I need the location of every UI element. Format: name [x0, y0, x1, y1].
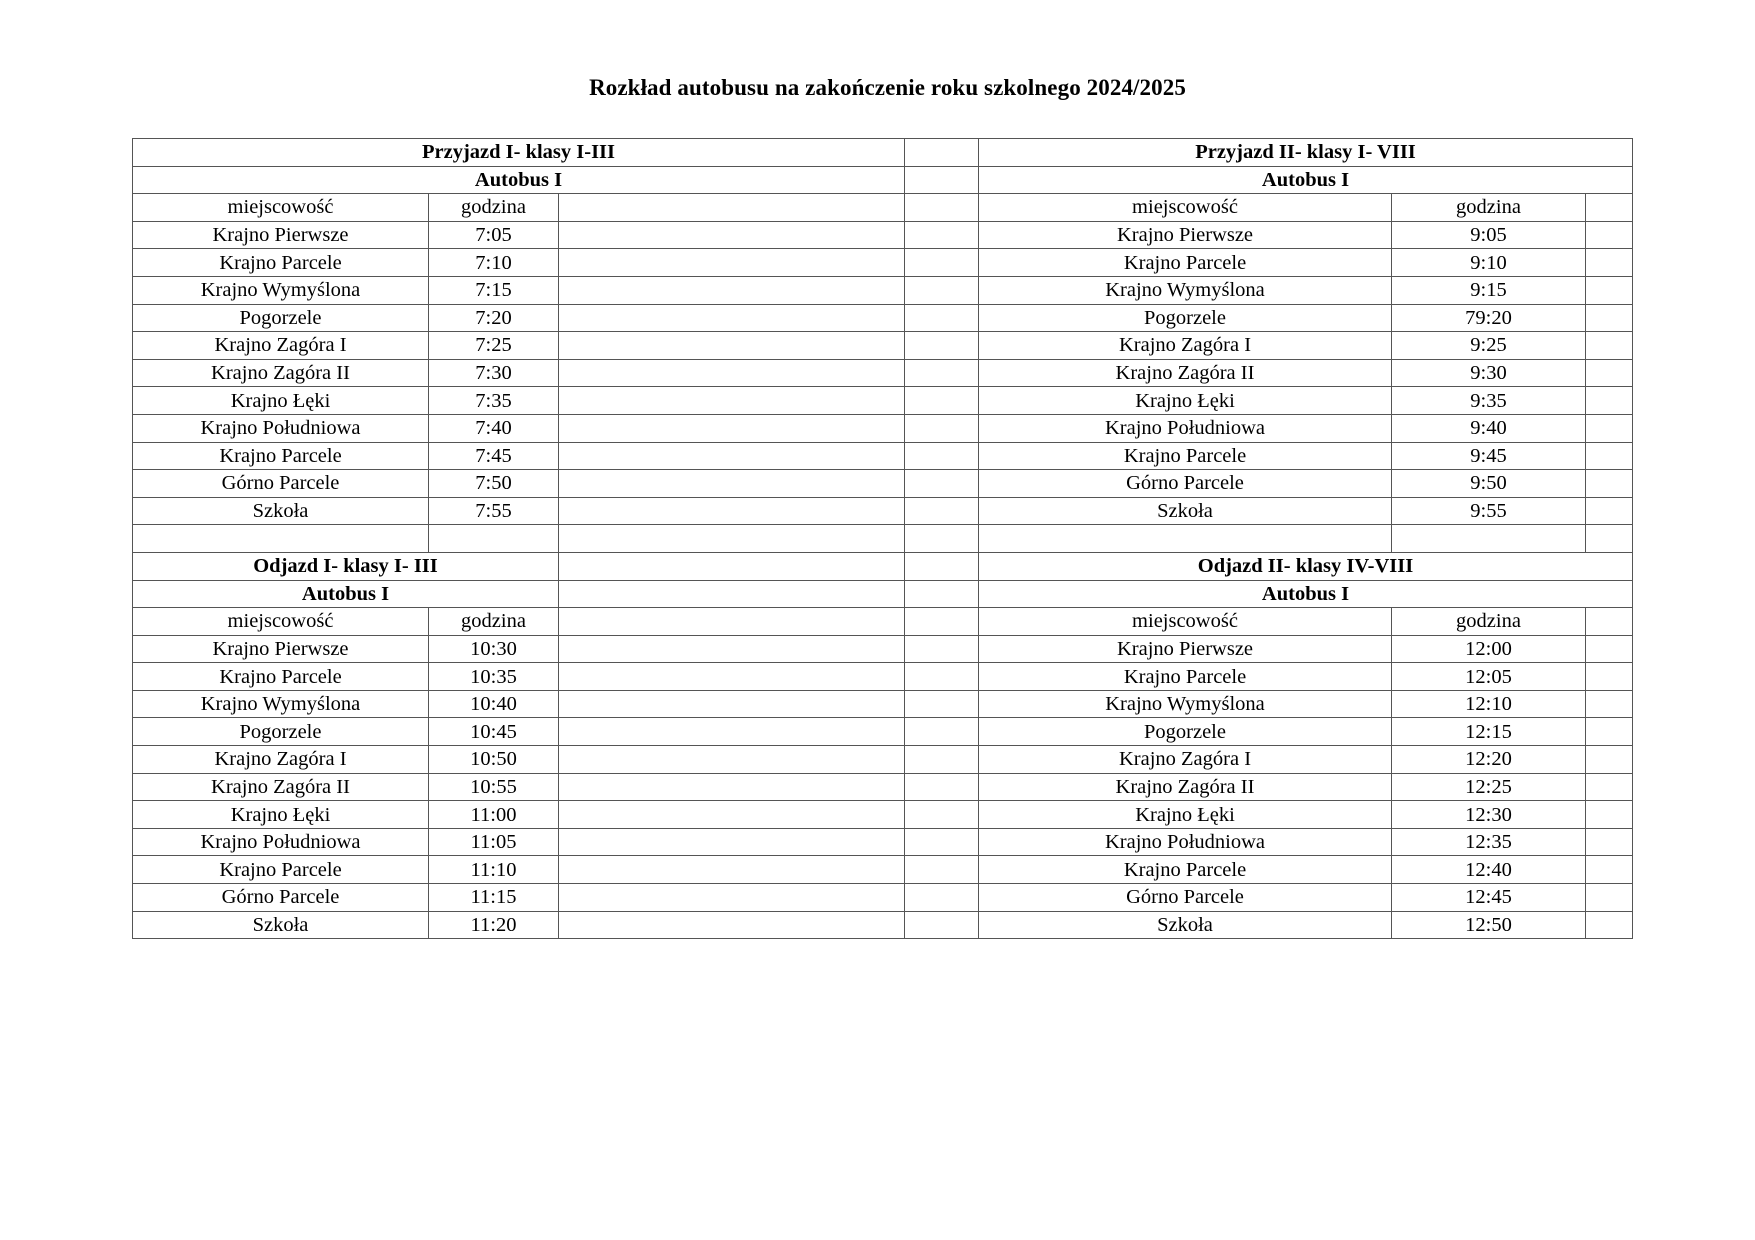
empty-cell: [1586, 663, 1633, 691]
departure-2-place-header: miejscowość: [979, 608, 1392, 636]
arrival-2-row-time: 9:05: [1392, 221, 1586, 249]
departure-1-row-place: Krajno Łęki: [133, 801, 429, 829]
departure-1-row-time: 11:05: [429, 828, 559, 856]
departure-2-row-place: Krajno Łęki: [979, 801, 1392, 829]
spacer-cell: [905, 773, 979, 801]
departure-1-row-time: 10:45: [429, 718, 559, 746]
empty-cell: [559, 856, 905, 884]
arrival-1-row-time: 7:10: [429, 249, 559, 277]
empty-cell: [559, 911, 905, 939]
spacer-cell: [905, 221, 979, 249]
spacer-cell: [905, 359, 979, 387]
arrival-2-row-place: Krajno Parcele: [979, 249, 1392, 277]
empty-cell: [1586, 525, 1633, 553]
empty-cell: [1586, 718, 1633, 746]
empty-cell: [1586, 773, 1633, 801]
arrival-1-row-place: Szkoła: [133, 497, 429, 525]
arrival-1-heading: Przyjazd I- klasy I-III: [133, 139, 905, 167]
empty-cell: [559, 746, 905, 774]
empty-cell: [1586, 304, 1633, 332]
empty-cell: [559, 773, 905, 801]
arrival-2-row-place: Krajno Wymyślona: [979, 276, 1392, 304]
departure-1-place-header: miejscowość: [133, 608, 429, 636]
empty-cell: [1586, 746, 1633, 774]
arrival-2-bus: Autobus I: [979, 166, 1633, 194]
departure-1-row-place: Górno Parcele: [133, 884, 429, 912]
departure-1-row-place: Krajno Pierwsze: [133, 635, 429, 663]
spacer-cell: [905, 801, 979, 829]
departure-1-row-place: Krajno Południowa: [133, 828, 429, 856]
departure-1-row-time: 11:15: [429, 884, 559, 912]
departure-1-heading: Odjazd I- klasy I- III: [133, 552, 559, 580]
spacer-cell: [905, 470, 979, 498]
departure-1-row-time: 10:35: [429, 663, 559, 691]
arrival-2-row-time: 9:55: [1392, 497, 1586, 525]
departure-2-row-place: Krajno Zagóra II: [979, 773, 1392, 801]
departure-1-bus: Autobus I: [133, 580, 559, 608]
empty-cell: [133, 525, 429, 553]
empty-cell: [559, 194, 905, 222]
departure-2-time-header: godzina: [1392, 608, 1586, 636]
empty-cell: [1586, 801, 1633, 829]
empty-cell: [559, 690, 905, 718]
departure-2-heading: Odjazd II- klasy IV-VIII: [979, 552, 1633, 580]
empty-cell: [559, 828, 905, 856]
empty-cell: [1586, 635, 1633, 663]
departure-2-row-place: Górno Parcele: [979, 884, 1392, 912]
arrival-2-place-header: miejscowość: [979, 194, 1392, 222]
empty-cell: [1392, 525, 1586, 553]
departure-2-row-place: Krajno Zagóra I: [979, 746, 1392, 774]
departure-1-row-place: Krajno Wymyślona: [133, 690, 429, 718]
departure-1-row-time: 10:55: [429, 773, 559, 801]
empty-cell: [1586, 690, 1633, 718]
departure-2-row-time: 12:40: [1392, 856, 1586, 884]
arrival-2-row-time: 9:40: [1392, 414, 1586, 442]
arrival-1-row-place: Krajno Łęki: [133, 387, 429, 415]
arrival-2-row-place: Krajno Zagóra II: [979, 359, 1392, 387]
spacer-cell: [905, 194, 979, 222]
spacer-cell: [905, 856, 979, 884]
empty-cell: [559, 525, 905, 553]
empty-cell: [429, 525, 559, 553]
empty-cell: [979, 525, 1392, 553]
departure-1-row-place: Krajno Zagóra II: [133, 773, 429, 801]
spacer-cell: [905, 525, 979, 553]
empty-cell: [1586, 442, 1633, 470]
empty-cell: [559, 221, 905, 249]
empty-cell: [1586, 911, 1633, 939]
arrival-1-row-time: 7:20: [429, 304, 559, 332]
empty-cell: [1586, 387, 1633, 415]
spacer-cell: [905, 166, 979, 194]
arrival-1-row-time: 7:40: [429, 414, 559, 442]
arrival-1-row-time: 7:15: [429, 276, 559, 304]
arrival-2-heading: Przyjazd II- klasy I- VIII: [979, 139, 1633, 167]
arrival-1-time-header: godzina: [429, 194, 559, 222]
departure-2-row-time: 12:35: [1392, 828, 1586, 856]
empty-cell: [559, 663, 905, 691]
arrival-1-row-time: 7:30: [429, 359, 559, 387]
arrival-1-row-place: Krajno Zagóra I: [133, 332, 429, 360]
arrival-1-row-place: Krajno Wymyślona: [133, 276, 429, 304]
departure-2-row-time: 12:05: [1392, 663, 1586, 691]
empty-cell: [1586, 276, 1633, 304]
arrival-2-row-time: 9:10: [1392, 249, 1586, 277]
spacer-cell: [905, 746, 979, 774]
arrival-1-row-time: 7:05: [429, 221, 559, 249]
empty-cell: [559, 304, 905, 332]
arrival-2-row-time: 9:30: [1392, 359, 1586, 387]
spacer-cell: [905, 690, 979, 718]
arrival-1-row-place: Krajno Pierwsze: [133, 221, 429, 249]
spacer-cell: [905, 304, 979, 332]
arrival-1-row-place: Pogorzele: [133, 304, 429, 332]
departure-1-row-place: Pogorzele: [133, 718, 429, 746]
departure-1-row-place: Krajno Parcele: [133, 663, 429, 691]
empty-cell: [559, 387, 905, 415]
departure-2-row-place: Krajno Parcele: [979, 663, 1392, 691]
empty-cell: [559, 332, 905, 360]
spacer-cell: [905, 552, 979, 580]
arrival-2-row-place: Krajno Łęki: [979, 387, 1392, 415]
empty-cell: [559, 884, 905, 912]
departure-2-row-time: 12:10: [1392, 690, 1586, 718]
arrival-2-row-time: 79:20: [1392, 304, 1586, 332]
empty-cell: [559, 635, 905, 663]
arrival-2-row-time: 9:50: [1392, 470, 1586, 498]
empty-cell: [1586, 828, 1633, 856]
empty-cell: [559, 470, 905, 498]
departure-1-row-place: Szkoła: [133, 911, 429, 939]
arrival-2-row-time: 9:35: [1392, 387, 1586, 415]
spacer-cell: [905, 580, 979, 608]
arrival-1-row-time: 7:35: [429, 387, 559, 415]
departure-2-row-time: 12:15: [1392, 718, 1586, 746]
empty-cell: [559, 580, 905, 608]
empty-cell: [559, 552, 905, 580]
spacer-cell: [905, 139, 979, 167]
arrival-2-row-place: Górno Parcele: [979, 470, 1392, 498]
departure-1-row-place: Krajno Parcele: [133, 856, 429, 884]
departure-1-row-time: 10:30: [429, 635, 559, 663]
departure-1-time-header: godzina: [429, 608, 559, 636]
bus-schedule-table: [132, 138, 1633, 939]
page-title: Rozkład autobusu na zakończenie roku szkolnego 2024/2025: [589, 75, 1186, 100]
empty-cell: [559, 718, 905, 746]
arrival-1-row-place: Krajno Parcele: [133, 249, 429, 277]
departure-2-row-place: Krajno Południowa: [979, 828, 1392, 856]
arrival-2-row-place: Krajno Pierwsze: [979, 221, 1392, 249]
spacer-cell: [905, 608, 979, 636]
arrival-1-row-time: 7:45: [429, 442, 559, 470]
departure-1-row-place: Krajno Zagóra I: [133, 746, 429, 774]
empty-cell: [1586, 470, 1633, 498]
spacer-cell: [905, 332, 979, 360]
empty-cell: [1586, 856, 1633, 884]
empty-cell: [1586, 221, 1633, 249]
spacer-cell: [905, 718, 979, 746]
arrival-2-row-time: 9:25: [1392, 332, 1586, 360]
empty-cell: [559, 608, 905, 636]
arrival-2-row-time: 9:15: [1392, 276, 1586, 304]
empty-cell: [1586, 194, 1633, 222]
departure-2-row-place: Pogorzele: [979, 718, 1392, 746]
empty-cell: [559, 442, 905, 470]
departure-2-row-place: Krajno Wymyślona: [979, 690, 1392, 718]
spacer-cell: [905, 497, 979, 525]
empty-cell: [1586, 608, 1633, 636]
departure-2-bus: Autobus I: [979, 580, 1633, 608]
arrival-1-row-place: Krajno Parcele: [133, 442, 429, 470]
spacer-cell: [905, 884, 979, 912]
arrival-2-row-place: Krajno Południowa: [979, 414, 1392, 442]
arrival-2-row-place: Krajno Zagóra I: [979, 332, 1392, 360]
departure-1-row-time: 11:10: [429, 856, 559, 884]
spacer-cell: [905, 414, 979, 442]
arrival-1-row-place: Górno Parcele: [133, 470, 429, 498]
arrival-1-row-time: 7:50: [429, 470, 559, 498]
departure-2-row-place: Szkoła: [979, 911, 1392, 939]
spacer-cell: [905, 249, 979, 277]
arrival-2-row-place: Szkoła: [979, 497, 1392, 525]
empty-cell: [559, 276, 905, 304]
empty-cell: [559, 414, 905, 442]
empty-cell: [559, 249, 905, 277]
spacer-cell: [905, 635, 979, 663]
arrival-1-row-time: 7:25: [429, 332, 559, 360]
departure-2-row-time: 12:30: [1392, 801, 1586, 829]
empty-cell: [1586, 884, 1633, 912]
arrival-1-bus: Autobus I: [133, 166, 905, 194]
departure-2-row-time: 12:00: [1392, 635, 1586, 663]
empty-cell: [559, 801, 905, 829]
spacer-cell: [905, 276, 979, 304]
arrival-2-row-place: Krajno Parcele: [979, 442, 1392, 470]
spacer-cell: [905, 911, 979, 939]
departure-2-row-place: Krajno Pierwsze: [979, 635, 1392, 663]
departure-2-row-time: 12:20: [1392, 746, 1586, 774]
empty-cell: [1586, 497, 1633, 525]
arrival-2-row-place: Pogorzele: [979, 304, 1392, 332]
departure-2-row-place: Krajno Parcele: [979, 856, 1392, 884]
departure-1-row-time: 11:00: [429, 801, 559, 829]
spacer-cell: [905, 663, 979, 691]
departure-2-row-time: 12:25: [1392, 773, 1586, 801]
departure-2-row-time: 12:45: [1392, 884, 1586, 912]
arrival-1-row-time: 7:55: [429, 497, 559, 525]
empty-cell: [1586, 332, 1633, 360]
departure-2-row-time: 12:50: [1392, 911, 1586, 939]
spacer-cell: [905, 828, 979, 856]
empty-cell: [1586, 414, 1633, 442]
empty-cell: [1586, 359, 1633, 387]
arrival-1-place-header: miejscowość: [133, 194, 429, 222]
empty-cell: [1586, 249, 1633, 277]
arrival-1-row-place: Krajno Zagóra II: [133, 359, 429, 387]
departure-1-row-time: 11:20: [429, 911, 559, 939]
arrival-2-time-header: godzina: [1392, 194, 1586, 222]
departure-1-row-time: 10:50: [429, 746, 559, 774]
spacer-cell: [905, 442, 979, 470]
arrival-1-row-place: Krajno Południowa: [133, 414, 429, 442]
arrival-2-row-time: 9:45: [1392, 442, 1586, 470]
departure-1-row-time: 10:40: [429, 690, 559, 718]
empty-cell: [559, 497, 905, 525]
spacer-cell: [905, 387, 979, 415]
empty-cell: [559, 359, 905, 387]
